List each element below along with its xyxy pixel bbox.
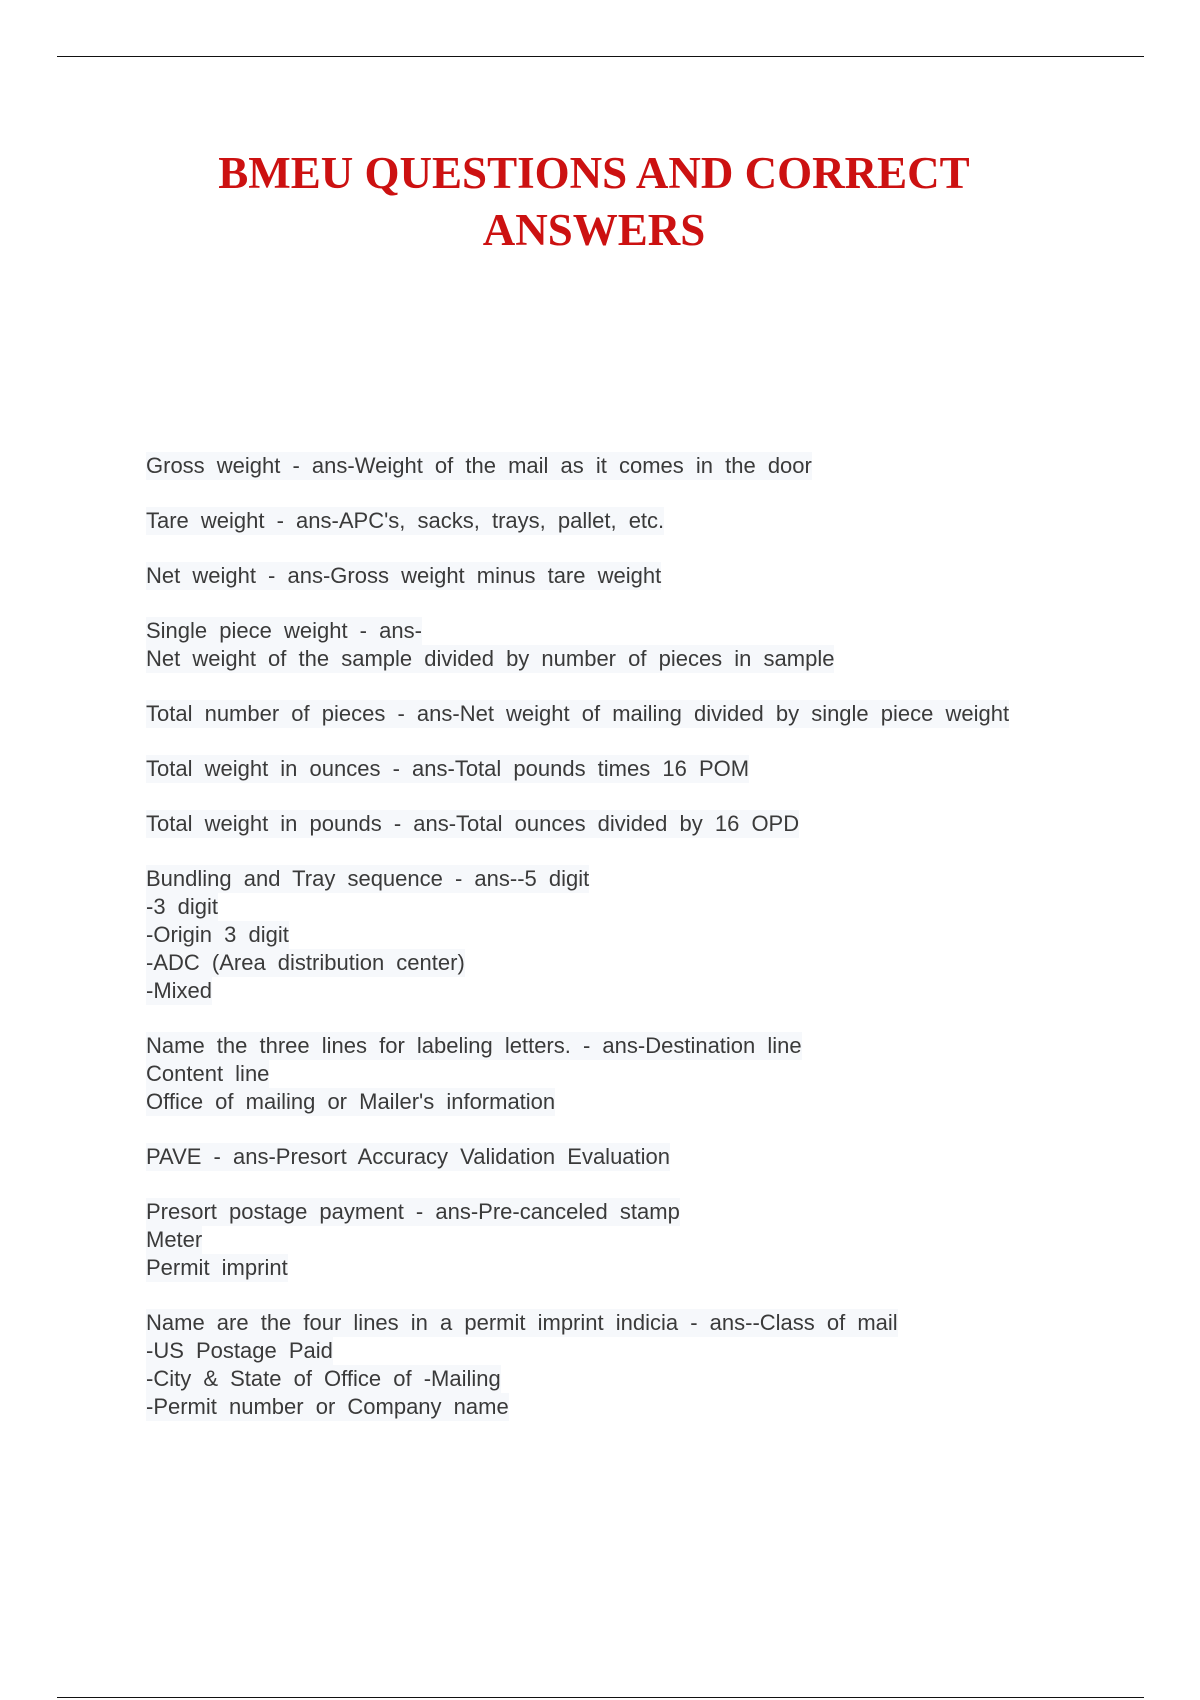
qa-entry bbox=[146, 1198, 1146, 1282]
qa-answer-line: -ADC (Area distribution center) bbox=[146, 950, 465, 975]
qa-answer-line: Office of mailing or Mailer's information bbox=[146, 1089, 556, 1114]
qa-question-line: Single piece weight - ans- bbox=[146, 618, 422, 643]
top-rule bbox=[57, 56, 1144, 57]
qa-answer-line: Meter bbox=[146, 1227, 203, 1252]
qa-entry bbox=[146, 755, 1146, 783]
title-line-2: ANSWERS bbox=[482, 205, 706, 255]
qa-answer-line: -US Postage Paid bbox=[146, 1338, 333, 1363]
qa-entry bbox=[146, 810, 1146, 838]
qa-entry bbox=[146, 1032, 1146, 1116]
qa-entry bbox=[146, 452, 1146, 480]
qa-question-line: Presort postage payment - ans-Pre-canceled stamp bbox=[146, 1199, 680, 1224]
qa-question-line: Total weight in pounds - ans-Total ounces divided by 16 OPD bbox=[146, 811, 800, 836]
qa-entry bbox=[146, 700, 1146, 728]
qa-entry bbox=[146, 1309, 1146, 1421]
bottom-rule bbox=[57, 1697, 1144, 1698]
document-title bbox=[0, 145, 1188, 259]
qa-question-line: Total weight in ounces - ans-Total pounds times 16 POM bbox=[146, 756, 750, 781]
qa-list bbox=[146, 452, 1146, 1448]
qa-question-line: Total number of pieces - ans-Net weight of mailing divided by single piece weight bbox=[146, 701, 1010, 726]
qa-answer-line: Content line bbox=[146, 1061, 270, 1086]
qa-entry bbox=[146, 507, 1146, 535]
qa-entry bbox=[146, 617, 1146, 673]
qa-question-line: PAVE - ans-Presort Accuracy Validation Evaluation bbox=[146, 1144, 671, 1169]
title-line-1: BMEU QUESTIONS AND CORRECT bbox=[218, 148, 970, 198]
qa-question-line: Name are the four lines in a permit imprint indicia - ans--Class of mail bbox=[146, 1310, 898, 1335]
qa-entry bbox=[146, 865, 1146, 1005]
qa-answer-line: -3 digit bbox=[146, 894, 219, 919]
qa-answer-line: -Origin 3 digit bbox=[146, 922, 289, 947]
qa-answer-line: Permit imprint bbox=[146, 1255, 288, 1280]
qa-question-line: Net weight - ans-Gross weight minus tare weight bbox=[146, 563, 662, 588]
qa-entry bbox=[146, 1143, 1146, 1171]
qa-answer-line: -Permit number or Company name bbox=[146, 1394, 509, 1419]
qa-question-line: Bundling and Tray sequence - ans--5 digit bbox=[146, 866, 590, 891]
qa-question-line: Gross weight - ans-Weight of the mail as it comes in the door bbox=[146, 453, 812, 478]
qa-answer-line: -Mixed bbox=[146, 978, 213, 1003]
qa-question-line: Name the three lines for labeling letters. - ans-Destination line bbox=[146, 1033, 802, 1058]
qa-answer-line: -City & State of Office of -Mailing bbox=[146, 1366, 501, 1391]
qa-question-line: Tare weight - ans-APC's, sacks, trays, pallet, etc. bbox=[146, 508, 665, 533]
qa-answer-line: Net weight of the sample divided by number of pieces in sample bbox=[146, 646, 835, 671]
qa-entry bbox=[146, 562, 1146, 590]
